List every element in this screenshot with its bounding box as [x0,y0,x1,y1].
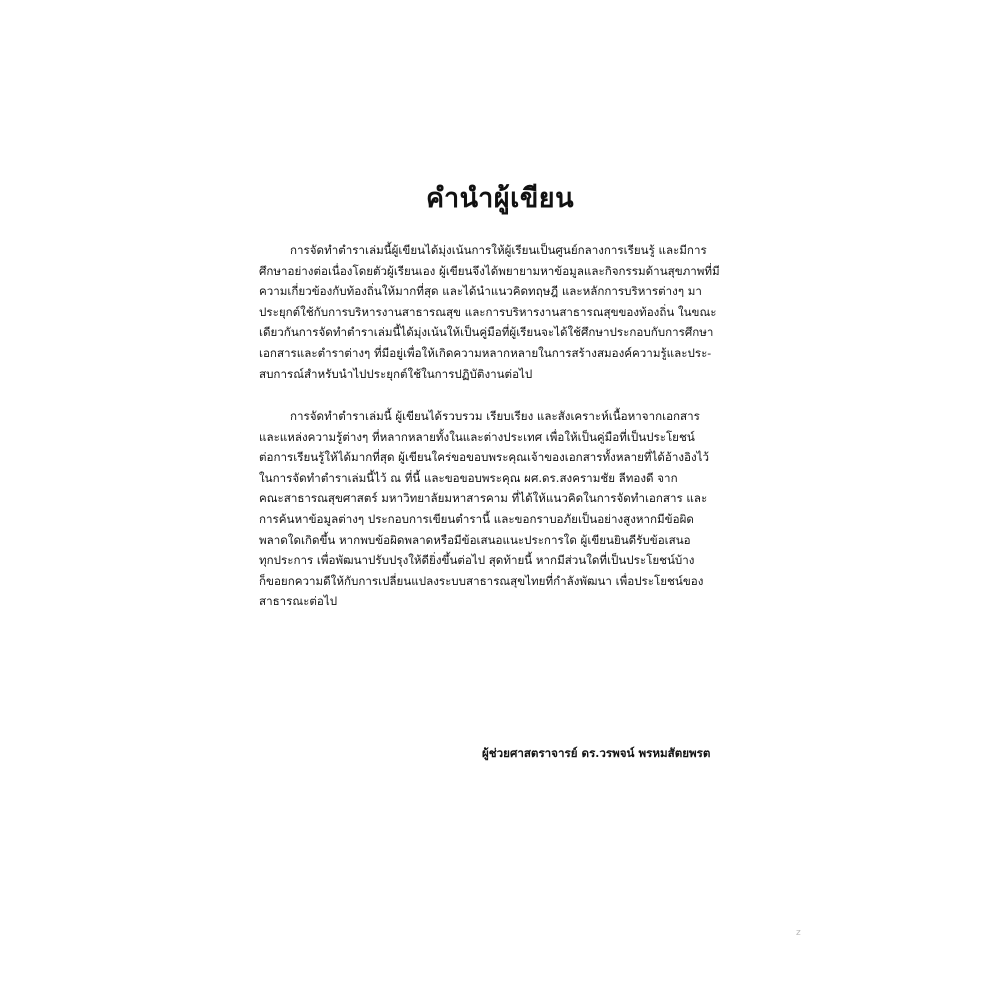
page-title: คำนำผู้เขียน [425,183,575,214]
paragraph-line: ต่อการเรียนรู้ให้ได้มากที่สุด ผู้เขียนใคร่ขอขอบพระคุณเจ้าของเอกสารทั้งหลายที่ได้อ้างอิงไว้ [259,450,709,465]
paragraph-line: สาธารณะต่อไป [259,594,338,609]
paragraph-line: ความเกี่ยวข้องกับท้องถิ่นให้มากที่สุด และได้นำแนวคิดทฤษฎี และหลักการบริหารต่างๆ มา [259,284,702,299]
paragraph-line: เอกสารและตำราต่างๆ ที่มีอยู่เพื่อให้เกิดความหลากหลายในการสร้างสมองค์ความรู้และประ- [259,345,712,360]
paragraph-line: สบการณ์สำหรับนำไปประยุกต์ใช้ในการปฏิบัติงานต่อไป [259,366,533,381]
paragraph-1 [259,240,740,384]
page-number: z [796,928,801,938]
paragraph-line: ทุกประการ เพื่อพัฒนาปรับปรุงให้ดียิ่งขึ้นต่อไป สุดท้ายนี้ หากมีส่วนใดที่เป็นประโยชน์บ้าง [259,553,695,568]
paragraph-line: การค้นหาข้อมูลต่างๆ ประกอบการเขียนตำรานี้ และขอกราบอภัยเป็นอย่างสูงหากมีข้อผิด [259,511,694,526]
paragraph-line: การจัดทำตำราเล่มนี้ผู้เขียนได้มุ่งเน้นการให้ผู้เรียนเป็นศูนย์กลางการเรียนรู้ และมีการ [290,243,707,257]
paragraph-line: ศึกษาอย่างต่อเนื่องโดยตัวผู้เรียนเอง ผู้เขียนจึงได้พยายามหาข้อมูลและกิจกรรมด้านสุขภาพที่มี [259,263,720,278]
author-signature: ผู้ช่วยศาสตราจารย์ ดร.วรพจน์ พรหมสัตยพรต [482,746,711,760]
paragraph-line: ประยุกต์ใช้กับการบริหารงานสาธารณสุข และการบริหารงานสาธารณสุขของท้องถิ่น ในขณะ [259,304,717,319]
paragraph-line: เดียวกันการจัดทำตำราเล่มนี้ได้มุ่งเน้นให้เป็นคู่มือที่ผู้เรียนจะได้ใช้ศึกษาประกอบกับการศึกษา [259,325,714,340]
paragraph-line: การจัดทำตำราเล่มนี้ ผู้เขียนได้รวบรวม เรียบเรียง และสังเคราะห์เนื้อหาจากเอกสาร [290,409,700,423]
paragraph-line: ในการจัดทำตำราเล่มนี้ไว้ ณ ที่นี้ และขอขอบพระคุณ ผศ.ดร.สงครามชัย ลีทองดี จาก [259,470,678,485]
paragraph-line: ก็ขอยกความดีให้กับการเปลี่ยนแปลงระบบสาธารณสุขไทยที่กำลังพัฒนา เพื่อประโยชน์ของ [259,573,704,588]
paragraph-line: และแหล่งความรู้ต่างๆ ที่หลากหลายทั้งในและต่างประเทศ เพื่อให้เป็นคู่มือที่เป็นประโยชน์ [259,429,695,444]
paragraph-line: พลาดใดเกิดขึ้น หากพบข้อผิดพลาดหรือมีข้อเสนอแนะประการใด ผู้เขียนยินดีรับข้อเสนอ [259,532,691,547]
paragraph-line: คณะสาธารณสุขศาสตร์ มหาวิทยาลัยมหาสารคาม ที่ได้ให้แนวคิดในการจัดทำเอกสาร และ [259,491,708,506]
paragraph-2 [259,406,740,612]
